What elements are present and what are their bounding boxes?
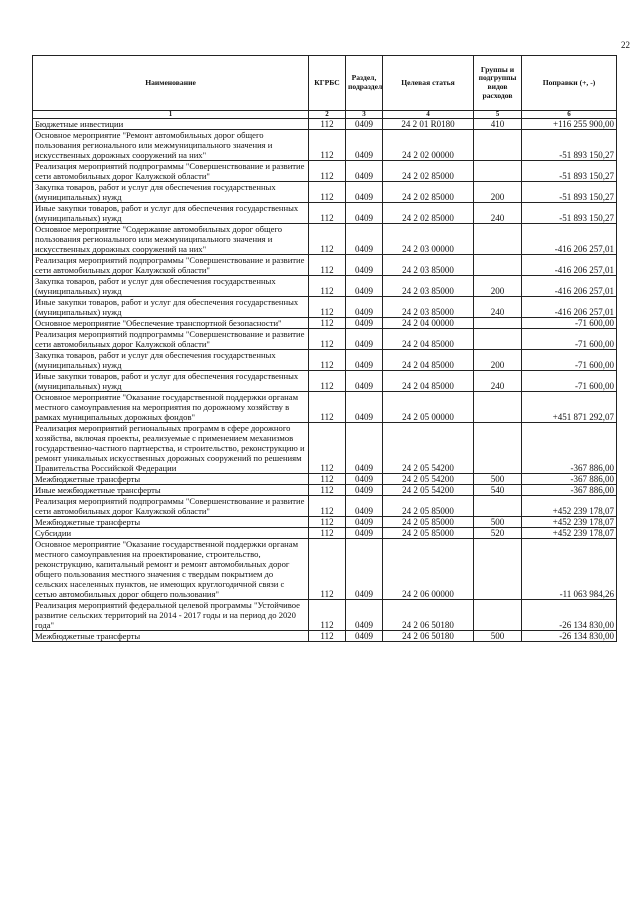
row-expense-group: [474, 392, 522, 423]
row-target-article: 24 2 04 85000: [383, 371, 474, 392]
column-number: 6: [522, 111, 617, 119]
table-row: [33, 517, 617, 528]
row-name: Основное мероприятие "Оказание государственной поддержки органам местного самоуправления на мероприятия по дорожному хозяйству в рамках муниципальных дорожных фондов": [33, 392, 309, 423]
row-name: Реализация мероприятий региональных программ в сфере дорожного хозяйства, включая проекты, реализуемые с применением механизмов государственно-частного партнерства, и строительство, реконструкцию и ремонт уникальных искусственных дорожных сооружений по решениям Правительства Российской Федерации: [33, 423, 309, 474]
row-section: 0409: [346, 224, 383, 255]
row-kgrbs: 112: [309, 371, 346, 392]
table-row: [33, 496, 617, 517]
table-row: [33, 485, 617, 496]
row-name: Реализация мероприятий федеральной целевой программы "Устойчивое развитие сельских территорий на 2014 - 2017 годы и на период до 2020 года": [33, 600, 309, 631]
row-amount: +451 871 292,07: [522, 392, 617, 423]
row-target-article: 24 2 03 85000: [383, 297, 474, 318]
row-kgrbs: 112: [309, 539, 346, 600]
row-expense-group: [474, 130, 522, 161]
row-expense-group: [474, 423, 522, 474]
row-name: Основное мероприятие "Ремонт автомобильных дорог общего пользования регионального или межмуниципального значения и искусственных дорожных сооружений на них": [33, 130, 309, 161]
table-row: [33, 130, 617, 161]
row-kgrbs: 112: [309, 485, 346, 496]
row-name: Субсидии: [33, 528, 309, 539]
row-target-article: 24 2 02 85000: [383, 203, 474, 224]
row-expense-group: [474, 539, 522, 600]
row-amount: -11 063 984,26: [522, 539, 617, 600]
row-kgrbs: 112: [309, 517, 346, 528]
row-expense-group: 200: [474, 276, 522, 297]
row-target-article: 24 2 03 85000: [383, 255, 474, 276]
row-name: Основное мероприятие "Обеспечение транспортной безопасности": [33, 318, 309, 329]
table-row: [33, 329, 617, 350]
row-target-article: 24 2 05 85000: [383, 496, 474, 517]
row-amount: -51 893 150,27: [522, 130, 617, 161]
row-name: Бюджетные инвестиции: [33, 119, 309, 130]
column-number: 4: [383, 111, 474, 119]
row-target-article: 24 2 02 85000: [383, 182, 474, 203]
column-number: 2: [309, 111, 346, 119]
row-target-article: 24 2 02 00000: [383, 130, 474, 161]
table-row: [33, 276, 617, 297]
header-row: [33, 56, 617, 111]
row-target-article: 24 2 05 85000: [383, 517, 474, 528]
row-section: 0409: [346, 297, 383, 318]
table-row: [33, 539, 617, 600]
row-section: 0409: [346, 318, 383, 329]
row-name: Иные закупки товаров, работ и услуг для обеспечения государственных (муниципальных) нужд: [33, 297, 309, 318]
row-name: Иные межбюджетные трансферты: [33, 485, 309, 496]
row-expense-group: 500: [474, 631, 522, 642]
row-name: Закупка товаров, работ и услуг для обеспечения государственных (муниципальных) нужд: [33, 276, 309, 297]
row-amount: -51 893 150,27: [522, 203, 617, 224]
row-amount: -26 134 830,00: [522, 600, 617, 631]
row-amount: -367 886,00: [522, 485, 617, 496]
row-amount: -51 893 150,27: [522, 182, 617, 203]
table-row: [33, 392, 617, 423]
row-target-article: 24 2 06 50180: [383, 631, 474, 642]
row-section: 0409: [346, 119, 383, 130]
row-kgrbs: 112: [309, 329, 346, 350]
row-expense-group: [474, 496, 522, 517]
row-kgrbs: 112: [309, 423, 346, 474]
row-name: Основное мероприятие "Содержание автомобильных дорог общего пользования регионального или межмуниципального значения и искусственных дорожных сооружений на них": [33, 224, 309, 255]
row-kgrbs: 112: [309, 392, 346, 423]
row-kgrbs: 112: [309, 631, 346, 642]
row-section: 0409: [346, 182, 383, 203]
table-row: [33, 423, 617, 474]
header-target: Целевая статья: [383, 56, 474, 111]
table-row: [33, 203, 617, 224]
row-section: 0409: [346, 528, 383, 539]
table-row: [33, 631, 617, 642]
row-section: 0409: [346, 203, 383, 224]
row-amount: -416 206 257,01: [522, 297, 617, 318]
row-expense-group: 240: [474, 371, 522, 392]
row-name: Основное мероприятие "Оказание государственной поддержки органам местного самоуправления на проектирование, строительство, реконструкцию, капитальный ремонт и ремонт автомобильных дорог общего пользования местного значения с твердым покрытием до сельских населенных пунктов, не имеющих круглогодичной связи с сетью автомобильных дорог общего пользования": [33, 539, 309, 600]
row-amount: -71 600,00: [522, 329, 617, 350]
column-number: 5: [474, 111, 522, 119]
row-name: Закупка товаров, работ и услуг для обеспечения государственных (муниципальных) нужд: [33, 350, 309, 371]
table-row: [33, 600, 617, 631]
row-section: 0409: [346, 423, 383, 474]
row-expense-group: 200: [474, 182, 522, 203]
row-expense-group: 500: [474, 474, 522, 485]
row-kgrbs: 112: [309, 224, 346, 255]
row-section: 0409: [346, 161, 383, 182]
row-name: Реализация мероприятий подпрограммы "Совершенствование и развитие сети автомобильных дорог Калужской области": [33, 329, 309, 350]
header-section: Раздел, подраздел: [346, 56, 383, 111]
row-kgrbs: 112: [309, 130, 346, 161]
row-amount: +452 239 178,07: [522, 528, 617, 539]
row-section: 0409: [346, 485, 383, 496]
row-kgrbs: 112: [309, 600, 346, 631]
row-kgrbs: 112: [309, 255, 346, 276]
row-section: 0409: [346, 130, 383, 161]
row-target-article: 24 2 05 54200: [383, 474, 474, 485]
row-amount: -367 886,00: [522, 474, 617, 485]
row-name: Межбюджетные трансферты: [33, 631, 309, 642]
row-target-article: 24 2 01 R0180: [383, 119, 474, 130]
row-expense-group: 500: [474, 517, 522, 528]
row-target-article: 24 2 05 54200: [383, 485, 474, 496]
row-amount: -416 206 257,01: [522, 255, 617, 276]
row-amount: -71 600,00: [522, 350, 617, 371]
row-target-article: 24 2 02 85000: [383, 161, 474, 182]
row-amount: +116 255 900,00: [522, 119, 617, 130]
row-section: 0409: [346, 600, 383, 631]
row-target-article: 24 2 05 00000: [383, 392, 474, 423]
row-kgrbs: 112: [309, 182, 346, 203]
row-amount: -71 600,00: [522, 318, 617, 329]
row-expense-group: [474, 600, 522, 631]
row-name: Реализация мероприятий подпрограммы "Совершенствование и развитие сети автомобильных дорог Калужской области": [33, 496, 309, 517]
row-section: 0409: [346, 255, 383, 276]
row-target-article: 24 2 06 50180: [383, 600, 474, 631]
row-expense-group: [474, 329, 522, 350]
row-section: 0409: [346, 631, 383, 642]
header-groups: Группы и подгруппы видов расходов: [474, 56, 522, 111]
row-expense-group: 410: [474, 119, 522, 130]
row-section: 0409: [346, 496, 383, 517]
row-target-article: 24 2 05 85000: [383, 528, 474, 539]
row-kgrbs: 112: [309, 119, 346, 130]
row-expense-group: 540: [474, 485, 522, 496]
row-target-article: 24 2 03 00000: [383, 224, 474, 255]
row-target-article: 24 2 04 85000: [383, 329, 474, 350]
row-kgrbs: 112: [309, 318, 346, 329]
row-amount: -416 206 257,01: [522, 276, 617, 297]
row-amount: -71 600,00: [522, 371, 617, 392]
row-section: 0409: [346, 350, 383, 371]
row-kgrbs: 112: [309, 161, 346, 182]
row-kgrbs: 112: [309, 350, 346, 371]
column-number: 3: [346, 111, 383, 119]
row-section: 0409: [346, 539, 383, 600]
table-row: [33, 119, 617, 130]
table-body: [33, 119, 617, 642]
table-row: [33, 224, 617, 255]
budget-amendments-table: [32, 55, 617, 642]
row-kgrbs: 112: [309, 474, 346, 485]
row-section: 0409: [346, 392, 383, 423]
row-target-article: 24 2 04 00000: [383, 318, 474, 329]
table-row: [33, 161, 617, 182]
row-target-article: 24 2 06 00000: [383, 539, 474, 600]
row-amount: -416 206 257,01: [522, 224, 617, 255]
row-kgrbs: 112: [309, 297, 346, 318]
row-kgrbs: 112: [309, 528, 346, 539]
table-row: [33, 297, 617, 318]
row-expense-group: [474, 318, 522, 329]
row-expense-group: 240: [474, 203, 522, 224]
row-amount: +452 239 178,07: [522, 496, 617, 517]
table-row: [33, 318, 617, 329]
table-row: [33, 350, 617, 371]
table-row: [33, 255, 617, 276]
row-target-article: 24 2 03 85000: [383, 276, 474, 297]
row-name: Межбюджетные трансферты: [33, 474, 309, 485]
row-expense-group: 240: [474, 297, 522, 318]
table-row: [33, 474, 617, 485]
row-expense-group: [474, 255, 522, 276]
row-kgrbs: 112: [309, 496, 346, 517]
row-name: Межбюджетные трансферты: [33, 517, 309, 528]
row-amount: -26 134 830,00: [522, 631, 617, 642]
row-expense-group: 200: [474, 350, 522, 371]
row-expense-group: [474, 161, 522, 182]
row-kgrbs: 112: [309, 276, 346, 297]
row-section: 0409: [346, 371, 383, 392]
page-number: 22: [621, 40, 630, 50]
header-kgrbs: КГРБС: [309, 56, 346, 111]
row-section: 0409: [346, 276, 383, 297]
header-amendments: Поправки (+, -): [522, 56, 617, 111]
table-row: [33, 182, 617, 203]
row-name: Реализация мероприятий подпрограммы "Совершенствование и развитие сети автомобильных дорог Калужской области": [33, 255, 309, 276]
table-row: [33, 528, 617, 539]
row-amount: -367 886,00: [522, 423, 617, 474]
row-name: Реализация мероприятий подпрограммы "Совершенствование и развитие сети автомобильных дорог Калужской области": [33, 161, 309, 182]
row-name: Иные закупки товаров, работ и услуг для обеспечения государственных (муниципальных) нужд: [33, 203, 309, 224]
row-section: 0409: [346, 517, 383, 528]
row-name: Закупка товаров, работ и услуг для обеспечения государственных (муниципальных) нужд: [33, 182, 309, 203]
header-name: Наименование: [33, 56, 309, 111]
row-section: 0409: [346, 329, 383, 350]
row-expense-group: [474, 224, 522, 255]
column-number: 1: [33, 111, 309, 119]
row-section: 0409: [346, 474, 383, 485]
row-amount: -51 893 150,27: [522, 161, 617, 182]
row-target-article: 24 2 05 54200: [383, 423, 474, 474]
row-amount: +452 239 178,07: [522, 517, 617, 528]
row-target-article: 24 2 04 85000: [383, 350, 474, 371]
column-number-row: [33, 111, 617, 119]
table-row: [33, 371, 617, 392]
row-name: Иные закупки товаров, работ и услуг для обеспечения государственных (муниципальных) нужд: [33, 371, 309, 392]
row-kgrbs: 112: [309, 203, 346, 224]
row-expense-group: 520: [474, 528, 522, 539]
